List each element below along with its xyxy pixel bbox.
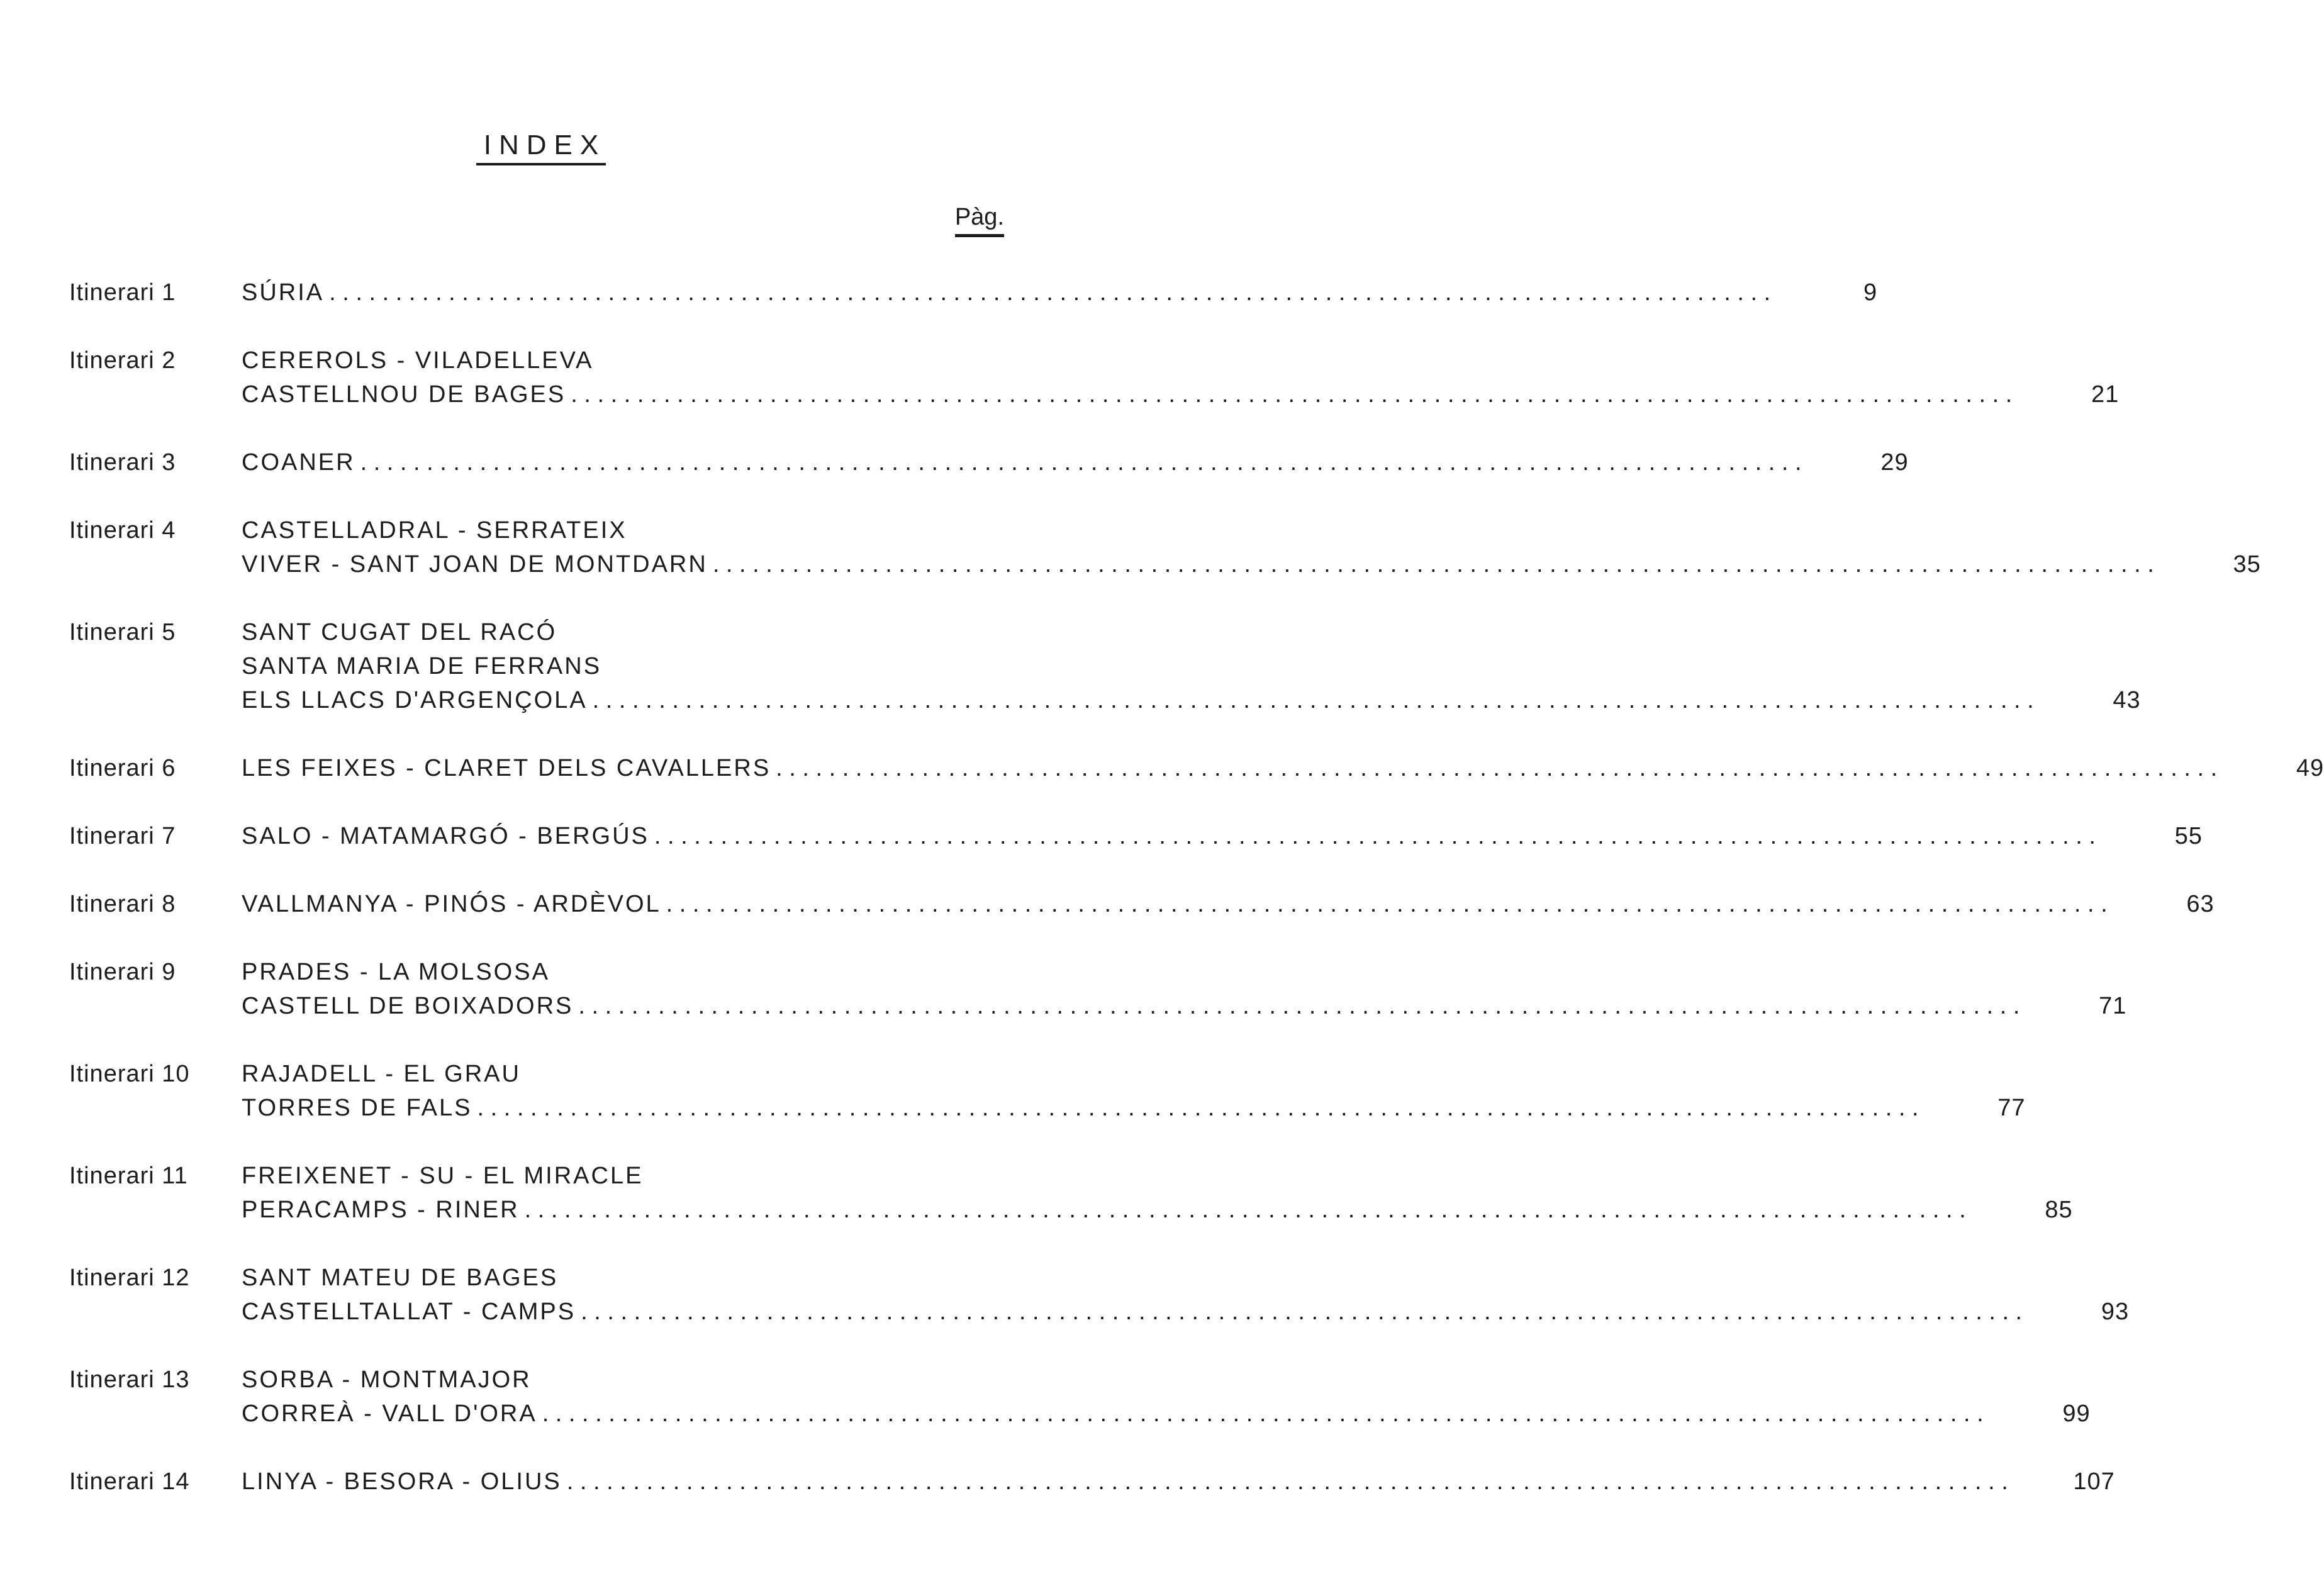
itinerary-places [242, 751, 2324, 785]
index-entry [69, 615, 2141, 717]
itinerary-label: Itinerari 10 [69, 1061, 190, 1087]
itinerary-places [242, 1057, 2026, 1125]
page-number: 49 [2296, 755, 2324, 781]
itinerary-label: Itinerari 6 [69, 755, 176, 781]
place-line: SORBA - MONTMAJOR [242, 1367, 532, 1393]
place-line-with-page [242, 445, 1909, 479]
itinerary-places [242, 344, 2119, 411]
dot-leader [571, 377, 2012, 411]
itinerary-label: Itinerari 13 [69, 1367, 190, 1393]
dot-leader [360, 445, 1802, 479]
itinerary-places [242, 955, 2126, 1023]
index-entry [69, 1159, 2073, 1227]
page-number: 77 [1997, 1095, 2026, 1121]
place-line: RAJADELL - EL GRAU [242, 1061, 521, 1087]
itinerary-label: Itinerari 12 [69, 1265, 190, 1291]
dot-leader [713, 547, 2154, 581]
page-number: 107 [2073, 1468, 2115, 1495]
itinerary-places [242, 615, 2141, 717]
itinerary-label: Itinerari 3 [69, 449, 176, 476]
place-line-with-page [242, 1091, 2026, 1125]
dot-leader [578, 989, 2020, 1023]
itinerary-label: Itinerari 9 [69, 959, 176, 985]
place-line-with-page [242, 887, 2215, 921]
itinerary-label: Itinerari 8 [69, 891, 176, 917]
index-entry [69, 751, 2324, 785]
place-line: CASTELLADRAL - SERRATEIX [242, 517, 627, 544]
place-line-with-page [242, 276, 1877, 310]
index-entry [69, 819, 2203, 853]
page-number: 71 [2099, 993, 2127, 1019]
index-entry [69, 955, 2127, 1023]
place-line: VALLMANYA - PINÓS - ARDÈVOL [242, 891, 661, 917]
dot-leader [329, 276, 1770, 310]
page-number: 21 [2091, 381, 2120, 408]
itinerary-places [242, 445, 1909, 479]
dot-leader [525, 1193, 1966, 1227]
index-entry [69, 513, 2261, 581]
dot-leader [654, 819, 2096, 853]
dot-leader [776, 751, 2217, 785]
page-column-header [955, 203, 1004, 237]
place-line: CASTELLTALLAT - CAMPS [242, 1299, 576, 1325]
page-number: 35 [2233, 551, 2261, 578]
place-line-with-page [242, 547, 2261, 581]
place-line-with-page [242, 1295, 2129, 1329]
place-line: CORREÀ - VALL D'ORA [242, 1400, 537, 1427]
index-entry [69, 1465, 2115, 1499]
place-line: CEREROLS - VILADELLEVA [242, 347, 594, 374]
dot-leader [567, 1465, 2008, 1499]
dot-leader [542, 1397, 1984, 1431]
page-number: 93 [2101, 1299, 2130, 1325]
page-number: 85 [2045, 1197, 2073, 1223]
itinerary-places [242, 819, 2203, 853]
itinerary-places [242, 276, 1877, 310]
page-column-header-text: Pàg. [955, 203, 1004, 237]
place-line: COANER [242, 449, 355, 476]
place-line-with-page [242, 1465, 2115, 1499]
itinerary-label: Itinerari 1 [69, 279, 176, 306]
place-line: TORRES DE FALS [242, 1095, 472, 1121]
place-line: LES FEIXES - CLARET DELS CAVALLERS [242, 755, 771, 781]
itinerary-label: Itinerari 14 [69, 1468, 190, 1495]
page-title [0, 129, 1082, 165]
place-line: ELS LLACS D'ARGENÇOLA [242, 687, 588, 713]
index-entry [69, 276, 1878, 310]
dot-leader [581, 1295, 2022, 1329]
place-line: SANT MATEU DE BAGES [242, 1265, 559, 1291]
dot-leader [666, 887, 2108, 921]
place-line-with-page [242, 377, 2119, 411]
page-number: 55 [2174, 823, 2203, 849]
index-entries [69, 276, 2324, 1533]
place-line-with-page [242, 751, 2324, 785]
place-line: SANTA MARIA DE FERRANS [242, 653, 602, 679]
place-line: CASTELL DE BOIXADORS [242, 993, 574, 1019]
index-entry [69, 445, 1909, 479]
place-line-with-page [242, 1397, 2091, 1431]
index-entry [69, 344, 2120, 411]
dot-leader [593, 683, 2034, 717]
page-number: 9 [1863, 279, 1878, 306]
place-line-with-page [242, 1193, 2073, 1227]
place-line: CASTELLNOU DE BAGES [242, 381, 566, 408]
place-line: VIVER - SANT JOAN DE MONTDARN [242, 551, 708, 578]
page-number: 99 [2062, 1400, 2091, 1427]
itinerary-label: Itinerari 11 [69, 1163, 188, 1189]
itinerary-label: Itinerari 4 [69, 517, 176, 544]
itinerary-places [242, 887, 2215, 921]
page-title-text: INDEX [476, 129, 606, 165]
place-line-with-page [242, 819, 2203, 853]
itinerary-places [242, 1261, 2129, 1329]
index-entry [69, 887, 2215, 921]
itinerary-places [242, 1159, 2073, 1227]
page-number: 63 [2186, 891, 2215, 917]
page-number: 43 [2113, 687, 2141, 713]
place-line: PRADES - LA MOLSOSA [242, 959, 550, 985]
itinerary-places [242, 1363, 2091, 1431]
itinerary-label: Itinerari 5 [69, 619, 176, 646]
place-line: LINYA - BESORA - OLIUS [242, 1468, 562, 1495]
itinerary-label: Itinerari 2 [69, 347, 176, 374]
index-entry [69, 1363, 2091, 1431]
place-line: SALO - MATAMARGÓ - BERGÚS [242, 823, 649, 849]
place-line-with-page [242, 989, 2126, 1023]
itinerary-places [242, 1465, 2115, 1499]
index-entry [69, 1057, 2026, 1125]
itinerary-label: Itinerari 7 [69, 823, 176, 849]
page-number: 29 [1880, 449, 1909, 476]
index-entry [69, 1261, 2130, 1329]
place-line: SÚRIA [242, 279, 325, 306]
place-line: PERACAMPS - RINER [242, 1197, 520, 1223]
dot-leader [478, 1091, 1919, 1125]
place-line: FREIXENET - SU - EL MIRACLE [242, 1163, 644, 1189]
place-line-with-page [242, 683, 2141, 717]
place-line: SANT CUGAT DEL RACÓ [242, 619, 557, 646]
itinerary-places [242, 513, 2261, 581]
